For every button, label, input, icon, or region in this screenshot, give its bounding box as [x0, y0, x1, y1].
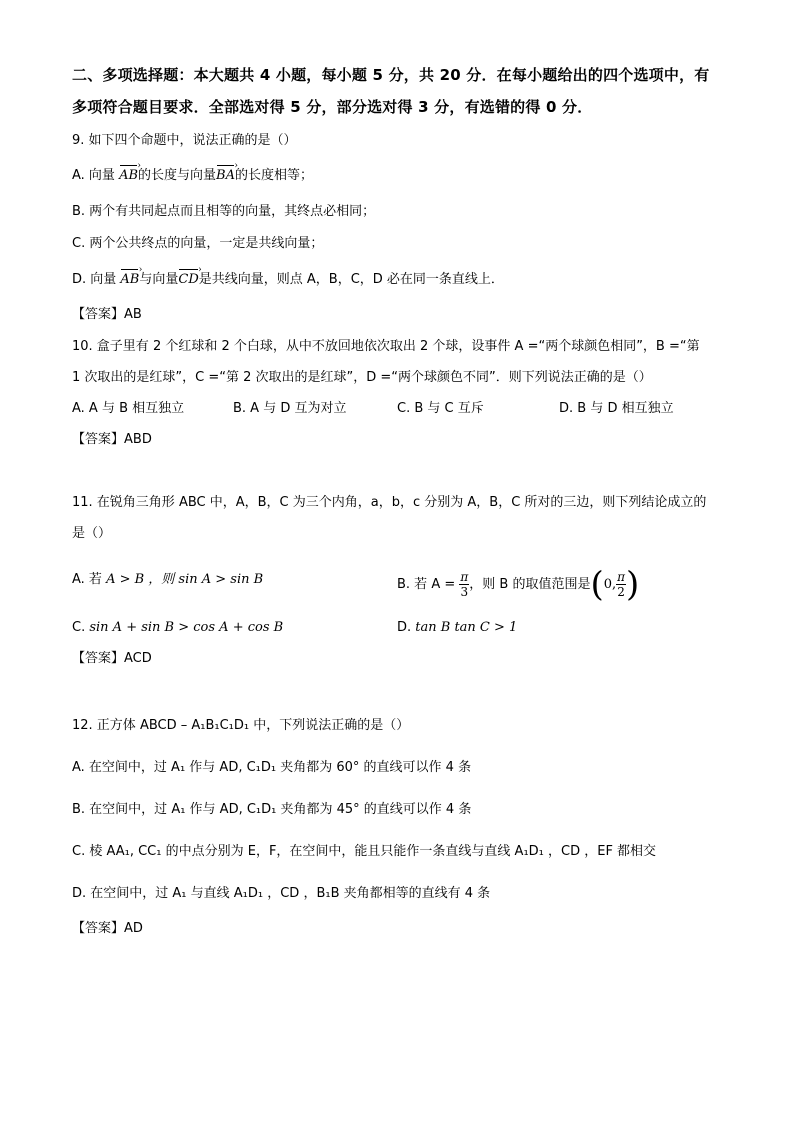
fraction-pi-over-3 [459, 570, 469, 599]
q10-stem-line1: 10. 盒子里有 2 个红球和 2 个白球，从中不放回地依次取出 2 个球，设事件 A =“两个球颜色相同”，B =“第 [72, 339, 700, 354]
q10-option-c: C. B 与 C 互斥 [397, 401, 484, 416]
q9-d-text2: 与向量 [139, 272, 179, 287]
q11-b-label: B. 若 A = [397, 577, 460, 592]
q9-option-d [72, 270, 504, 290]
q11-stem-line1: 11. 在锐角三角形 ABC 中，A，B，C 为三个内角，a，b，c 分别为 A，B，C 所对的三边，则下列结论成立的 [72, 495, 707, 510]
right-paren: ) [626, 564, 640, 605]
q9-option-a [72, 166, 313, 186]
q9-a-text2: 的长度与向量 [138, 168, 217, 183]
q12-answer [72, 919, 143, 939]
q9-answer [72, 305, 142, 325]
q11-stem-line2: 是（） [72, 526, 112, 541]
q11-a-label: A. 若 [72, 572, 107, 587]
section-heading-line2: 多项符合题目要求．全部选对得 5 分，部分选对得 3 分，有选错的得 0 分． [72, 98, 593, 116]
q9-d-text3: 是共线向量，则点 A，B，C，D 必在同一条直线上． [198, 272, 504, 287]
q11-a-math: A > B ，则 sin A > sin B [106, 572, 264, 587]
q11-d-label: D. [397, 620, 416, 635]
answer-value: ABD [124, 432, 152, 447]
q12-option-a: A. 在空间中，过 A₁ 作与 AD, C₁D₁ 夹角都为 60° 的直线可以作 4 条 [72, 760, 472, 775]
q10-option-a: A. A 与 B 相互独立 [72, 401, 185, 416]
q12-option-b: B. 在空间中，过 A₁ 作与 AD, C₁D₁ 夹角都为 45° 的直线可以作 4 条 [72, 802, 472, 817]
q12-stem: 12. 正方体 ABCD – A₁B₁C₁D₁ 中，下列说法正确的是（） [72, 718, 410, 733]
q11-b-text: ，则 B 的取值范围是 [469, 577, 591, 592]
q11-option-b [397, 564, 640, 605]
q9-option-b: B. 两个有共同起点而且相等的向量，其终点必相同； [72, 204, 376, 219]
fraction-denominator: 2 [617, 585, 625, 599]
vector-ba: BA › [216, 166, 235, 186]
q9-stem: 9. 如下四个命题中，说法正确的是（） [72, 133, 297, 148]
answer-value: AB [124, 307, 142, 322]
q9-a-text3: 的长度相等； [234, 168, 313, 183]
answer-label: 【答案】 [72, 921, 125, 936]
q9-option-c: C. 两个公共终点的向量，一定是共线向量； [72, 236, 324, 251]
q10-option-b: B. A 与 D 互为对立 [233, 401, 347, 416]
answer-label: 【答案】 [72, 307, 125, 322]
fraction-denominator: 3 [460, 585, 469, 599]
fraction-pi-over-2 [616, 570, 626, 599]
answer-value: AD [124, 921, 143, 936]
q9-d-text1: D. 向量 [72, 272, 121, 287]
interval-zero: 0, [603, 577, 617, 592]
q11-d-math: tan B tan C > 1 [415, 620, 518, 635]
q12-option-c: C. 棱 AA₁, CC₁ 的中点分别为 E，F，在空间中，能且只能作一条直线与直线 A₁D₁ ，CD ，EF 都相交 [72, 844, 657, 859]
answer-label: 【答案】 [72, 432, 125, 447]
vector-cd: CD › [178, 270, 198, 290]
section-heading-line1: 二、多项选择题：本大题共 4 小题，每小题 5 分，共 20 分．在每小题给出的四个选项中，有 [72, 66, 710, 84]
q12-option-d: D. 在空间中，过 A₁ 与直线 A₁D₁ ，CD ，B₁B 夹角都相等的直线有 4 条 [72, 886, 491, 901]
q9-a-text1: A. 向量 [72, 168, 120, 183]
q11-option-d [397, 618, 517, 638]
q10-option-d: D. B 与 D 相互独立 [559, 401, 674, 416]
q11-c-label: C. [72, 620, 90, 635]
vector-ab: AB › [119, 166, 138, 186]
fraction-numerator: π [617, 570, 626, 584]
q11-c-math: sin A + sin B > cos A + cos B [89, 620, 284, 635]
left-paren: ( [590, 564, 604, 605]
q11-option-a [72, 570, 263, 590]
answer-label: 【答案】 [72, 651, 125, 666]
q11-option-c [72, 618, 283, 638]
q11-answer [72, 649, 152, 669]
vector-ab: AB › [120, 270, 139, 290]
q10-stem-line2: 1 次取出的是红球”，C =“第 2 次取出的是红球”，D =“两个球颜色不同”．则下列说法正确的是（） [72, 370, 652, 385]
fraction-numerator: π [460, 570, 469, 584]
answer-value: ACD [124, 651, 152, 666]
q10-answer [72, 430, 152, 450]
